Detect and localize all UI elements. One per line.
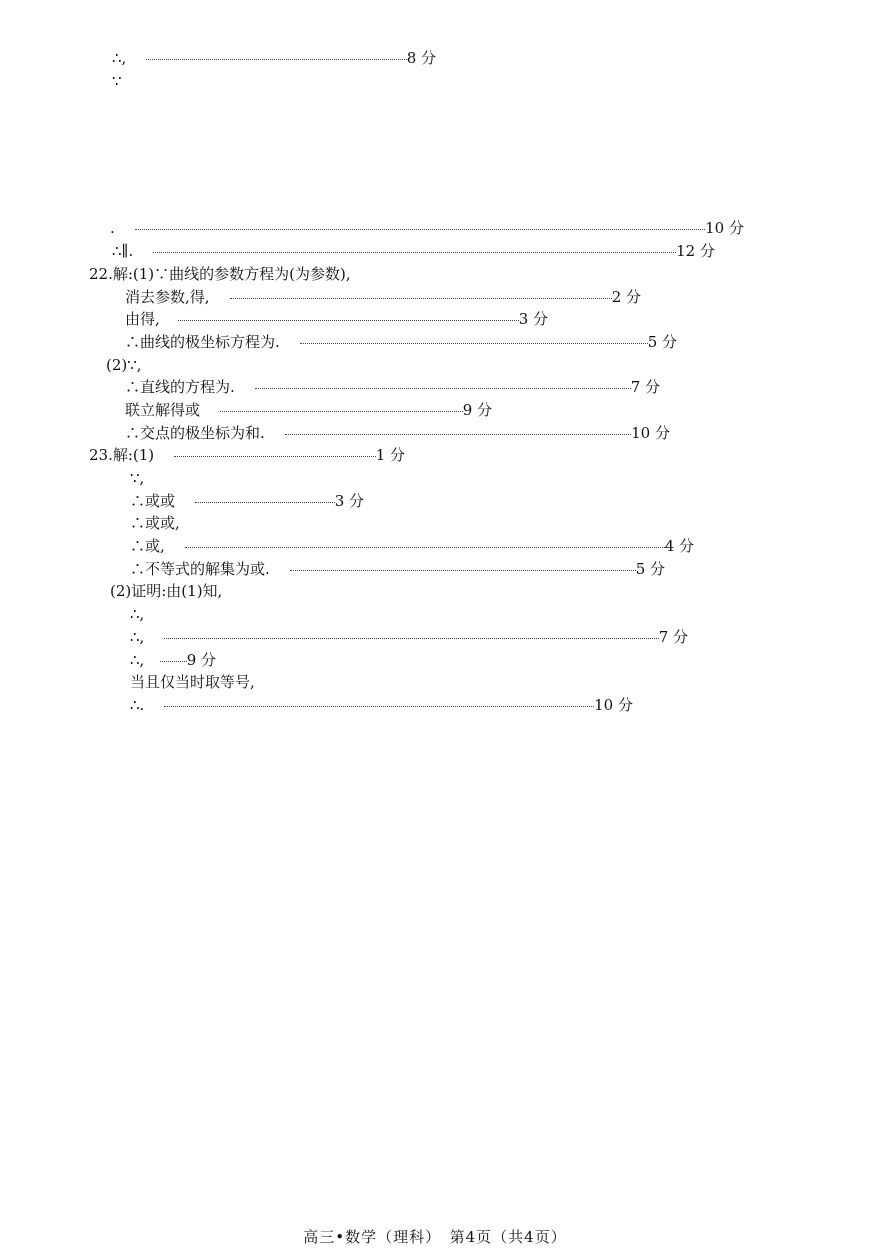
score-label: 10 分 (631, 424, 670, 442)
line-therefore-a (130, 604, 144, 624)
line-text: ∴或或, (130, 514, 180, 532)
score-label: 1 分 (375, 446, 405, 464)
line-equality-condition (130, 672, 255, 692)
line-intersection-10pts (125, 423, 670, 443)
dot-leader (185, 536, 665, 556)
score-label: 9 分 (186, 651, 216, 669)
score-label: 10 分 (594, 696, 633, 714)
line-text: 当且仅当时取等号, (130, 673, 255, 691)
line-text: ∴曲线的极坐标方程为. (125, 333, 280, 351)
line-text: 23.解:(1) (89, 446, 155, 464)
line-parallel-12pts (112, 241, 715, 261)
line-text: ∴直线的方程为. (125, 378, 235, 396)
score-label: 3 分 (334, 492, 364, 510)
line-10pts-a (110, 218, 744, 238)
line-text: ∴, (112, 49, 127, 67)
line-polar-equation-5pts (125, 332, 677, 352)
line-text: ∴不等式的解集为或. (130, 560, 270, 578)
score-label: 9 分 (462, 401, 492, 419)
line-eliminate-param-2pts (125, 287, 641, 307)
dot-leader (164, 695, 594, 715)
line-text: . (110, 219, 115, 237)
dot-leader (164, 627, 658, 647)
line-part-2-proof (110, 581, 222, 601)
dot-leader (135, 218, 705, 238)
line-text: ∵ (112, 72, 122, 90)
line-text: ∴或, (130, 537, 165, 555)
dot-leader (290, 559, 636, 579)
score-label: 5 分 (647, 333, 677, 351)
line-therefore-9pts (130, 650, 216, 670)
line-text: ∴, (130, 651, 145, 669)
line-text: ∴, (130, 628, 145, 646)
score-label: 7 分 (658, 628, 688, 646)
line-text: 联立解得或 (125, 401, 201, 419)
line-part-2-because (106, 355, 142, 375)
page-footer: 高三•数学（理科） 第4页（共4页） (303, 1228, 567, 1246)
score-label: 5 分 (635, 560, 665, 578)
line-solve-9pts (125, 400, 492, 420)
line-therefore-7pts (130, 627, 688, 647)
line-or-or (130, 513, 180, 533)
line-text: ∴交点的极坐标为和. (125, 424, 265, 442)
dot-leader (230, 287, 612, 307)
score-label: 8 分 (406, 49, 436, 67)
line-therefore-8pts (112, 48, 436, 68)
line-or-4pts (130, 536, 694, 556)
dot-leader (153, 241, 676, 261)
dot-leader (146, 48, 406, 68)
line-line-equation-7pts (125, 377, 660, 397)
line-solution-set-5pts (130, 559, 665, 579)
line-text: ∴∥. (112, 242, 134, 260)
score-label: 3 分 (518, 310, 548, 328)
dot-leader (178, 309, 519, 329)
dot-leader (285, 423, 631, 443)
score-label: 2 分 (611, 288, 641, 306)
line-text: ∴. (130, 696, 145, 714)
line-text: ∴, (130, 605, 145, 623)
dot-leader (300, 332, 648, 352)
line-because-23 (130, 468, 144, 488)
line-text: 22.解:(1)∵曲线的参数方程为(为参数), (89, 265, 351, 283)
line-conclusion-10pts (130, 695, 633, 715)
score-label: 10 分 (705, 219, 744, 237)
score-label: 7 分 (630, 378, 660, 396)
line-text: (2)∵, (106, 356, 142, 374)
line-text: 由得, (125, 310, 160, 328)
line-or-or-3pts (130, 491, 364, 511)
line-because (112, 71, 122, 91)
dot-leader (174, 445, 376, 465)
dot-leader (160, 650, 186, 670)
line-text: ∵, (130, 469, 145, 487)
dot-leader (255, 377, 631, 397)
dot-leader (195, 491, 335, 511)
score-label: 12 分 (676, 242, 715, 260)
line-from-3pts (125, 309, 548, 329)
score-label: 4 分 (664, 537, 694, 555)
line-text: ∴或或 (130, 492, 176, 510)
line-text: 消去参数,得, (125, 288, 210, 306)
problem-22-heading (89, 264, 351, 284)
line-text: (2)证明:由(1)知, (110, 582, 223, 600)
dot-leader (220, 400, 463, 420)
problem-23-heading (89, 445, 405, 465)
